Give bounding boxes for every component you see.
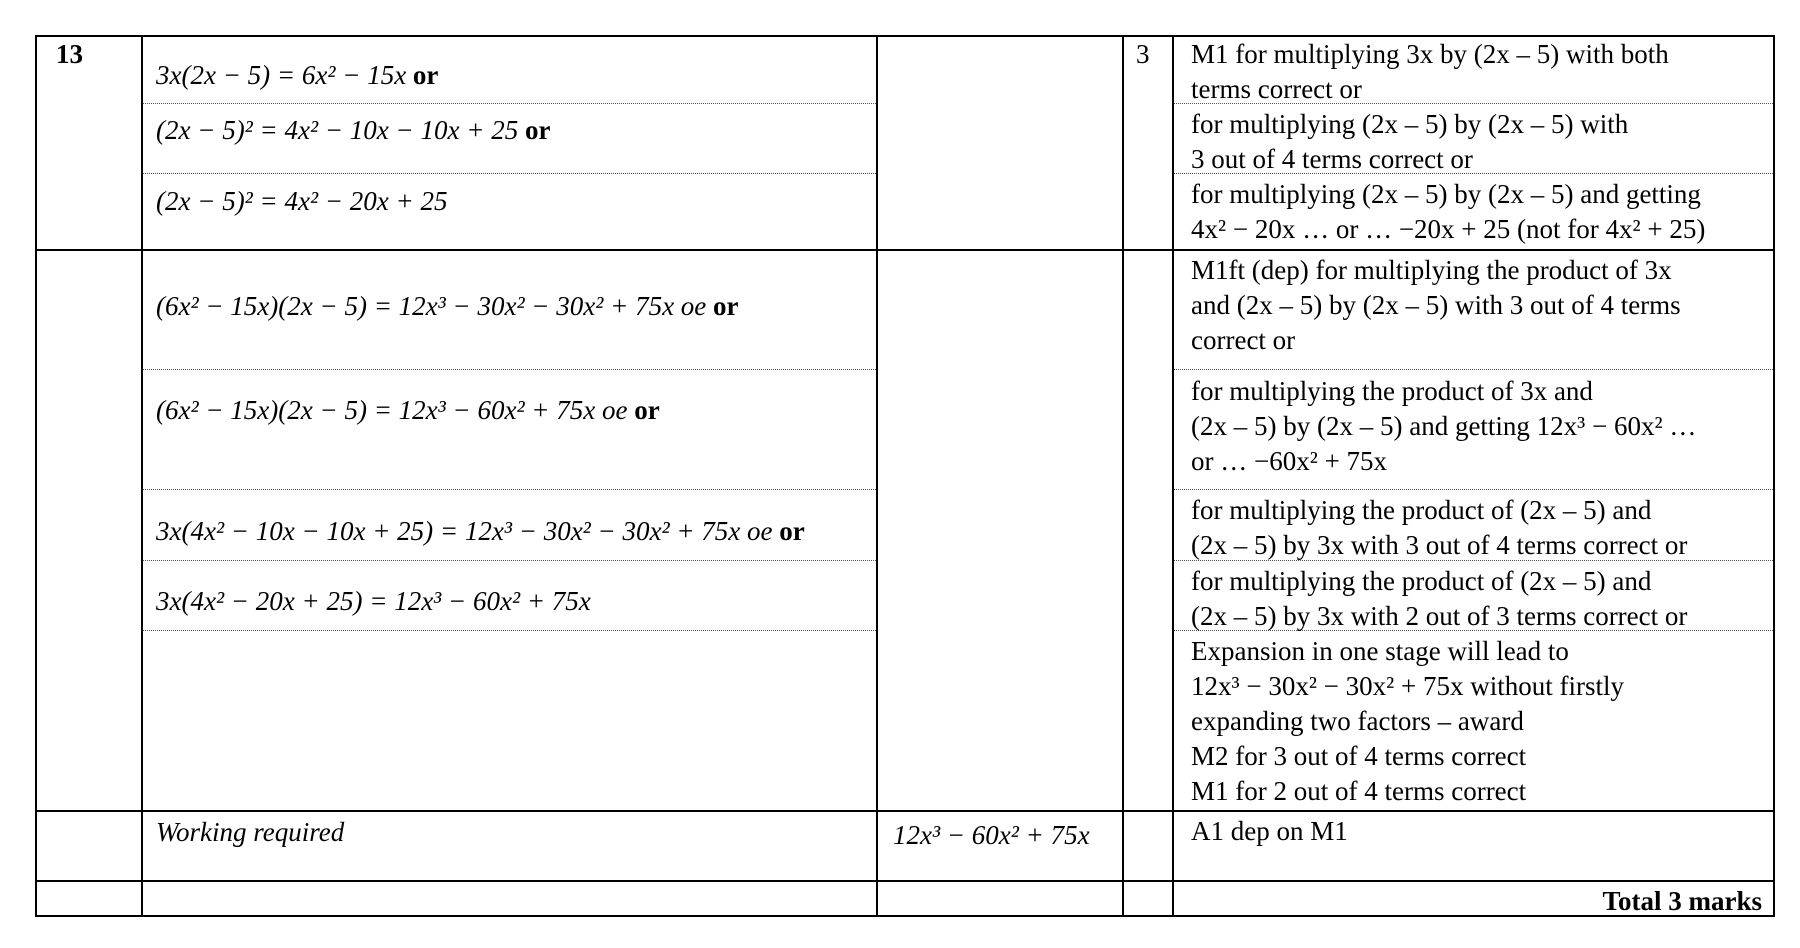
note-line: and (2x – 5) by (2x – 5) with 3 out of 4 terms (1191, 290, 1681, 320)
total-marks: Total 3 marks (1602, 886, 1762, 916)
note-block (1191, 107, 1628, 177)
working-expression: (2x − 5)² = 4x² − 10x − 10x + 25 (156, 115, 519, 145)
note-line: 3 out of 4 terms correct or (1191, 144, 1473, 174)
working-expression: (6x² − 15x)(2x − 5) = 12x³ − 30x² − 30x² + 75x oe (156, 291, 707, 321)
note-line: for multiplying (2x – 5) by (2x – 5) and getting (1191, 179, 1701, 209)
table-row-divider (35, 249, 1775, 251)
final-answer: 12x³ − 60x² + 75x (893, 820, 1090, 850)
working-divider (141, 560, 876, 561)
working-divider (141, 369, 876, 370)
note-line: or … −60x² + 75x (1191, 446, 1388, 476)
column-divider (141, 35, 143, 917)
working-line (156, 289, 739, 324)
or-label: or (412, 60, 439, 90)
working-divider (141, 103, 876, 104)
note-line: 12x³ − 30x² − 30x² + 75x without firstly (1191, 671, 1624, 701)
note-line: terms correct or (1191, 74, 1362, 104)
note-line: for multiplying the product of 3x and (1191, 376, 1593, 406)
note-block (1191, 493, 1687, 563)
table-row-divider (35, 880, 1775, 882)
working-divider (141, 630, 876, 631)
working-expression: (6x² − 15x)(2x − 5) = 12x³ − 60x² + 75x oe (156, 395, 628, 425)
working-line (156, 113, 550, 148)
working-line (156, 184, 448, 219)
note-block (1191, 634, 1624, 809)
table-right-border (1773, 35, 1775, 917)
or-label: or (779, 516, 805, 546)
note-block (1191, 564, 1687, 634)
working-divider (141, 173, 876, 174)
working-line (156, 393, 660, 428)
note-block (1191, 37, 1669, 107)
column-divider (1172, 35, 1174, 917)
note-line: for multiplying the product of (2x – 5) and (1191, 566, 1652, 596)
working-line (156, 58, 438, 93)
question-number: 13 (56, 39, 83, 69)
note-line: expanding two factors – award (1191, 706, 1524, 736)
notes-divider (1172, 489, 1775, 490)
note-line: correct or (1191, 325, 1296, 355)
note-line: (2x – 5) by 3x with 2 out of 3 terms correct or (1191, 601, 1688, 631)
note-line: (2x – 5) by (2x – 5) and getting 12x³ − 60x² … (1191, 411, 1697, 441)
note-line: M1 for 2 out of 4 terms correct (1191, 776, 1527, 806)
working-expression: 3x(2x − 5) = 6x² − 15x (156, 60, 407, 90)
or-label: or (634, 395, 660, 425)
note-line: for multiplying the product of (2x – 5) and (1191, 495, 1652, 525)
note-line: 4x² − 20x … or … −20x + 25 (not for 4x² + 25) (1191, 214, 1706, 244)
column-divider (876, 35, 878, 917)
note-block (1191, 177, 1705, 247)
working-divider (141, 489, 876, 490)
note-line: Expansion in one stage will lead to (1191, 636, 1569, 666)
working-line (156, 514, 805, 549)
note-line: M1ft (dep) for multiplying the product of 3x (1191, 255, 1672, 285)
working-expression: 3x(4x² − 10x − 10x + 25) = 12x³ − 30x² − 30x² + 75x oe (156, 516, 773, 546)
note-line: A1 dep on M1 (1191, 816, 1348, 846)
or-label: or (713, 291, 739, 321)
table-left-border (35, 35, 37, 917)
note-line: M2 for 3 out of 4 terms correct (1191, 741, 1527, 771)
note-line: for multiplying (2x – 5) by (2x – 5) with (1191, 109, 1629, 139)
working-required-label: Working required (156, 817, 345, 847)
note-line: (2x – 5) by 3x with 3 out of 4 terms correct or (1191, 530, 1688, 560)
working-line (156, 584, 591, 619)
note-block (1191, 253, 1681, 358)
mark-value: 3 (1136, 39, 1150, 69)
table-row-divider (35, 810, 1775, 812)
working-expression: (2x − 5)² = 4x² − 20x + 25 (156, 186, 448, 216)
column-divider (1122, 35, 1124, 917)
note-block (1191, 814, 1348, 849)
working-expression: 3x(4x² − 20x + 25) = 12x³ − 60x² + 75x (156, 586, 591, 616)
note-line: M1 for multiplying 3x by (2x – 5) with both (1191, 39, 1669, 69)
note-block (1191, 374, 1696, 479)
notes-divider (1172, 369, 1775, 370)
or-label: or (524, 115, 551, 145)
